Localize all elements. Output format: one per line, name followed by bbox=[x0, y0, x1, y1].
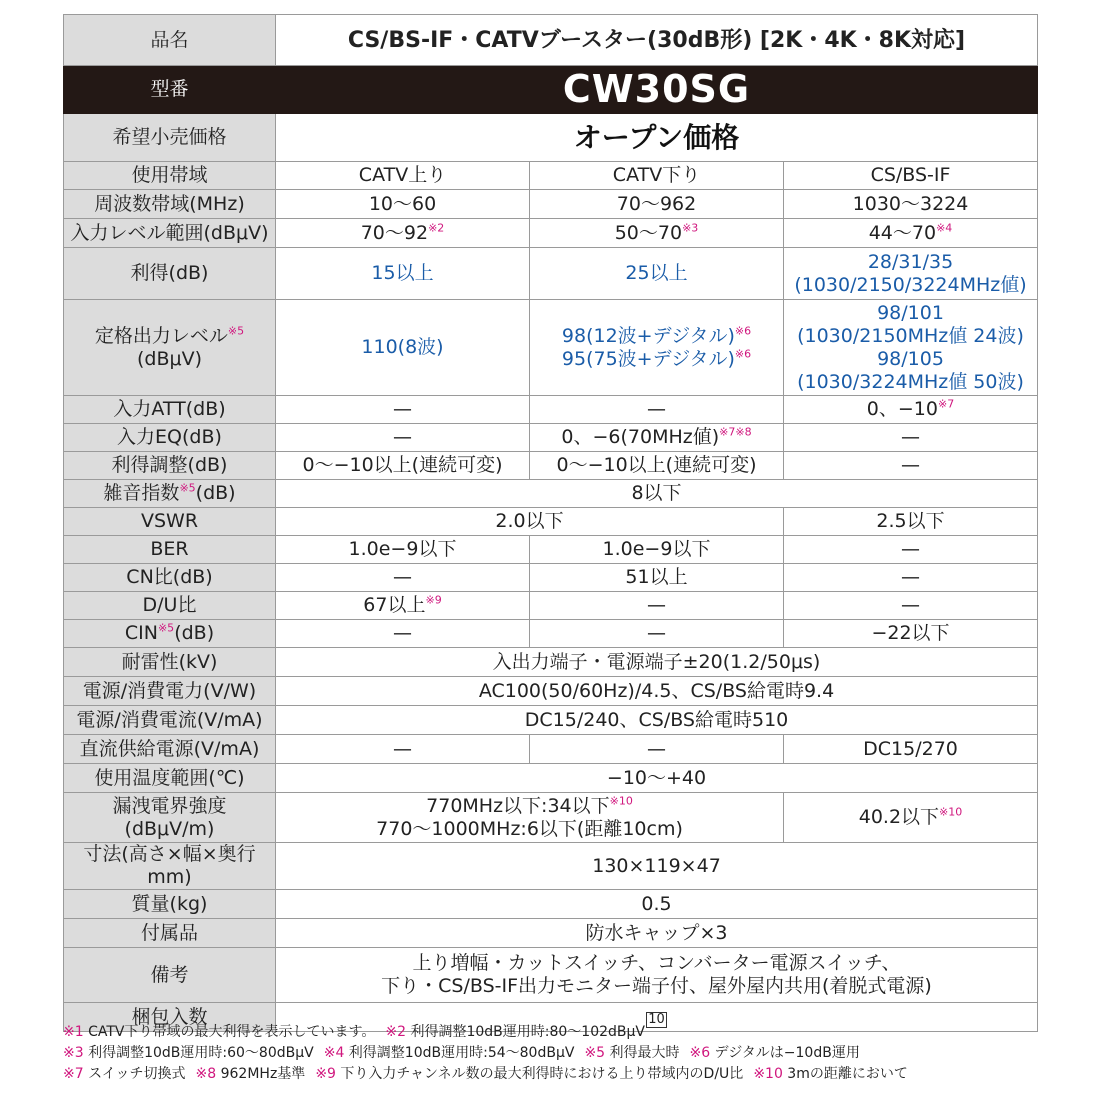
row-power-w bbox=[64, 677, 1038, 706]
footnotes bbox=[63, 1022, 1053, 1085]
footnote-mark: ※5 bbox=[227, 324, 245, 338]
row-weight bbox=[64, 890, 1038, 919]
cell bbox=[784, 396, 1038, 424]
freq-cell: 70〜962 bbox=[530, 190, 784, 219]
input-level-cell bbox=[784, 219, 1038, 248]
footnote-mark: ※3 bbox=[63, 1045, 84, 1061]
row-temp bbox=[64, 764, 1038, 793]
row-gain-adj bbox=[64, 452, 1038, 480]
value: 770〜1000MHz:6以下(距離10cm) bbox=[376, 817, 683, 840]
label-text: 定格出力レベル bbox=[94, 324, 228, 347]
value: 0、−10 bbox=[866, 398, 938, 420]
label-freq: 周波数帯域(MHz) bbox=[64, 190, 276, 219]
price-value: オープン価格 bbox=[276, 114, 1038, 162]
row-price bbox=[64, 114, 1038, 162]
value: 98/101 bbox=[877, 301, 944, 324]
row-input-att bbox=[64, 396, 1038, 424]
label-surge: 耐雷性(kV) bbox=[64, 648, 276, 677]
footnote-mark: ※10 bbox=[939, 805, 963, 819]
footnote-mark: ※5 bbox=[584, 1045, 606, 1061]
vswr-csbs: 2.5以下 bbox=[784, 508, 1038, 536]
footnote-mark: ※6 bbox=[689, 1045, 711, 1061]
cell: — bbox=[784, 424, 1038, 452]
cell bbox=[276, 592, 530, 620]
surge-value: 入出力端子・電源端子±20(1.2/50μs) bbox=[276, 648, 1038, 677]
label-price: 希望小売価格 bbox=[64, 114, 276, 162]
label-text: CIN bbox=[124, 622, 158, 644]
model-number: CW30SG bbox=[276, 66, 1038, 114]
cell: — bbox=[276, 735, 530, 764]
label-packing: 梱包入数 bbox=[64, 1003, 276, 1032]
row-gain bbox=[64, 248, 1038, 300]
row-freq bbox=[64, 190, 1038, 219]
value: 40.2以下 bbox=[858, 806, 940, 828]
label-vswr: VSWR bbox=[64, 508, 276, 536]
rated-output-catv-down bbox=[530, 300, 784, 396]
power-ma-value: DC15/240、CS/BS給電時510 bbox=[276, 706, 1038, 735]
weight-value: 0.5 bbox=[276, 890, 1038, 919]
label-remarks: 備考 bbox=[64, 948, 276, 1003]
value: 98(12波+デジタル) bbox=[561, 324, 735, 347]
cell: — bbox=[530, 592, 784, 620]
footnote-mark: ※10 bbox=[753, 1066, 783, 1082]
row-cin bbox=[64, 620, 1038, 648]
cell: — bbox=[276, 564, 530, 592]
footnote-mark: ※10 bbox=[609, 794, 633, 808]
footnote-mark: ※7 bbox=[63, 1066, 84, 1082]
cell: — bbox=[784, 536, 1038, 564]
spec-table bbox=[63, 14, 1038, 1032]
row-leak bbox=[64, 793, 1038, 843]
input-level-cell bbox=[276, 219, 530, 248]
row-input-level bbox=[64, 219, 1038, 248]
remarks-line: 下り・CS/BS-IF出力モニター端子付、屋外屋内共用(着脱式電源) bbox=[381, 975, 932, 997]
row-vswr bbox=[64, 508, 1038, 536]
label-input-att: 入力ATT(dB) bbox=[64, 396, 276, 424]
footnote-mark: ※8 bbox=[195, 1066, 217, 1082]
footnote-mark: ※4 bbox=[323, 1045, 345, 1061]
label-ber: BER bbox=[64, 536, 276, 564]
label-rated-output bbox=[64, 300, 276, 396]
label-weight: 質量(kg) bbox=[64, 890, 276, 919]
row-surge bbox=[64, 648, 1038, 677]
gain-note: (1030/2150/3224MHz値) bbox=[794, 273, 1027, 296]
row-noise bbox=[64, 480, 1038, 508]
row-bands bbox=[64, 162, 1038, 190]
footnote-mark: ※3 bbox=[682, 221, 699, 235]
band-csbs: CS/BS-IF bbox=[784, 162, 1038, 190]
noise-value: 8以下 bbox=[276, 480, 1038, 508]
cell: — bbox=[276, 620, 530, 648]
value: 50〜70 bbox=[614, 221, 683, 244]
row-product-name bbox=[64, 15, 1038, 66]
footnote-mark: ※4 bbox=[936, 221, 953, 235]
gain-values: 28/31/35 bbox=[867, 250, 954, 273]
row-ber bbox=[64, 536, 1038, 564]
cell: 0〜−10以上(連続可変) bbox=[530, 452, 784, 480]
band-catv-down: CATV下り bbox=[530, 162, 784, 190]
row-dc-supply bbox=[64, 735, 1038, 764]
footnote-text: 3mの距離において bbox=[782, 1066, 908, 1082]
cell: — bbox=[784, 452, 1038, 480]
footnote-text: CATV下り帯域の最大利得を表示しています。 bbox=[83, 1024, 376, 1040]
label-gain-adj: 利得調整(dB) bbox=[64, 452, 276, 480]
row-dims bbox=[64, 843, 1038, 890]
cell: — bbox=[784, 592, 1038, 620]
rated-output-csbs bbox=[784, 300, 1038, 396]
leak-catv bbox=[276, 793, 784, 843]
footnote-mark: ※7※8 bbox=[719, 425, 752, 439]
cell: — bbox=[276, 424, 530, 452]
value: 67以上 bbox=[363, 594, 426, 616]
dims-value: 130×119×47 bbox=[276, 843, 1038, 890]
label-du: D/U比 bbox=[64, 592, 276, 620]
gain-cell: 15以上 bbox=[276, 248, 530, 300]
label-unit: (dB) bbox=[195, 482, 236, 504]
vswr-catv: 2.0以下 bbox=[276, 508, 784, 536]
cell: — bbox=[530, 735, 784, 764]
footnote-text: 利得最大時 bbox=[605, 1045, 680, 1061]
product-name: CS/BS-IF・CATVブースター(30dB形) [2K・4K・8K対応] bbox=[276, 15, 1038, 66]
label-leak: 漏洩電界強度(dBμV/m) bbox=[64, 793, 276, 843]
label-input-level: 入力レベル範囲(dBμV) bbox=[64, 219, 276, 248]
cell: 51以上 bbox=[530, 564, 784, 592]
row-input-eq bbox=[64, 424, 1038, 452]
row-remarks bbox=[64, 948, 1038, 1003]
freq-cell: 1030〜3224 bbox=[784, 190, 1038, 219]
label-cin bbox=[64, 620, 276, 648]
footnote-mark: ※5 bbox=[179, 481, 196, 495]
row-power-ma bbox=[64, 706, 1038, 735]
value: (1030/2150MHz値 24波) bbox=[797, 324, 1024, 347]
power-w-value: AC100(50/60Hz)/4.5、CS/BS給電時9.4 bbox=[276, 677, 1038, 706]
leak-csbs bbox=[784, 793, 1038, 843]
row-model bbox=[64, 66, 1038, 114]
label-dims: 寸法(高さ×幅×奥行mm) bbox=[64, 843, 276, 890]
footnote-mark: ※9 bbox=[425, 593, 442, 607]
cell: — bbox=[530, 396, 784, 424]
footnote-text: 利得調整10dB運用時:54〜80dBμV bbox=[344, 1045, 575, 1061]
label-model: 型番 bbox=[64, 66, 276, 114]
label-unit: (dBμV) bbox=[136, 347, 202, 370]
input-level-cell bbox=[530, 219, 784, 248]
gain-cell: 25以上 bbox=[530, 248, 784, 300]
remarks-line: 上り増幅・カットスイッチ、コンバーター電源スイッチ、 bbox=[412, 952, 901, 974]
band-catv-up: CATV上り bbox=[276, 162, 530, 190]
row-accessories bbox=[64, 919, 1038, 948]
label-accessories: 付属品 bbox=[64, 919, 276, 948]
footnote-mark: ※6 bbox=[734, 324, 752, 338]
value: 770MHz以下:34以下 bbox=[426, 794, 610, 817]
footnote-text: デジタルは−10dB運用 bbox=[710, 1045, 860, 1061]
cell: 1.0e−9以下 bbox=[276, 536, 530, 564]
footnote-line bbox=[63, 1022, 1053, 1043]
cell bbox=[530, 424, 784, 452]
cell: — bbox=[276, 396, 530, 424]
label-text: 雑音指数 bbox=[103, 482, 180, 504]
cell: 1.0e−9以下 bbox=[530, 536, 784, 564]
label-temp: 使用温度範囲(℃) bbox=[64, 764, 276, 793]
rated-output-catv-up: 110(8波) bbox=[276, 300, 530, 396]
remarks-value bbox=[276, 948, 1038, 1003]
footnote-mark: ※2 bbox=[428, 221, 445, 235]
footnote-text: 下り入力チャンネル数の最大利得時における上り帯域内のD/U比 bbox=[335, 1066, 744, 1082]
row-cn bbox=[64, 564, 1038, 592]
value: 0、−6(70MHz値) bbox=[561, 426, 720, 448]
label-cn: CN比(dB) bbox=[64, 564, 276, 592]
cell: 0〜−10以上(連続可変) bbox=[276, 452, 530, 480]
label-dc-supply: 直流供給電源(V/mA) bbox=[64, 735, 276, 764]
footnote-text: スイッチ切換式 bbox=[83, 1066, 186, 1082]
footnote-mark: ※7 bbox=[937, 397, 955, 411]
cell: −22以下 bbox=[784, 620, 1038, 648]
value: 70〜92 bbox=[360, 221, 429, 244]
footnote-mark: ※9 bbox=[315, 1066, 336, 1082]
footnote-line bbox=[63, 1064, 1053, 1085]
footnote-text: 利得調整10dB運用時:60〜80dBμV bbox=[83, 1045, 314, 1061]
label-input-eq: 入力EQ(dB) bbox=[64, 424, 276, 452]
value: 98/105 bbox=[877, 347, 944, 370]
row-du bbox=[64, 592, 1038, 620]
label-power-w: 電源/消費電力(V/W) bbox=[64, 677, 276, 706]
label-bands: 使用帯域 bbox=[64, 162, 276, 190]
temp-value: −10〜+40 bbox=[276, 764, 1038, 793]
label-gain: 利得(dB) bbox=[64, 248, 276, 300]
label-noise bbox=[64, 480, 276, 508]
footnote-line bbox=[63, 1043, 1053, 1064]
value: 95(75波+デジタル) bbox=[561, 347, 735, 370]
label-product-name: 品名 bbox=[64, 15, 276, 66]
row-rated-output bbox=[64, 300, 1038, 396]
value: 44〜70 bbox=[868, 221, 937, 244]
label-power-ma: 電源/消費電流(V/mA) bbox=[64, 706, 276, 735]
footnote-text: 962MHz基準 bbox=[216, 1066, 306, 1082]
cell: — bbox=[784, 564, 1038, 592]
footnote-mark: ※5 bbox=[157, 621, 175, 635]
label-unit: (dB) bbox=[174, 622, 215, 644]
freq-cell: 10〜60 bbox=[276, 190, 530, 219]
footnote-mark: ※1 bbox=[63, 1024, 84, 1040]
cell: — bbox=[530, 620, 784, 648]
boxed-number: 10 bbox=[648, 1011, 665, 1027]
footnote-mark: ※2 bbox=[385, 1024, 407, 1040]
footnote-mark: ※6 bbox=[734, 347, 752, 361]
value: (1030/3224MHz値 50波) bbox=[797, 370, 1024, 393]
footnote-text: 利得調整10dB運用時:80〜102dBμV bbox=[406, 1024, 645, 1040]
cell: DC15/270 bbox=[784, 735, 1038, 764]
gain-cell bbox=[784, 248, 1038, 300]
accessories-value: 防水キャップ×3 bbox=[276, 919, 1038, 948]
